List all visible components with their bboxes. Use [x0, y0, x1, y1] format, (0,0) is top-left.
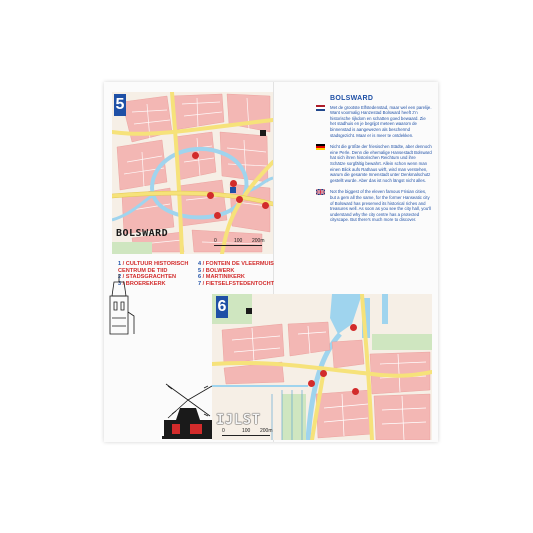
legend-item[interactable]: 1 / CULTUUR HISTORISCH CENTRUM DE TIID [118, 261, 189, 274]
map-title-ijlst: IJLST [216, 412, 261, 428]
poi-marker-3[interactable] [236, 196, 243, 203]
paragraph-dutch: Met de grootste Elfstedenstad, maar wel een parelije. Want voormalig Hanzestad Bolsward heeft z'n historische rijkdom en schatten goed bewaard. Zie het stadhuis en je begrijpt meteen waarom de binnenstad is aangewezen als beschermd stadsgezicht. Maar er is meer te ontdekken. [330, 105, 432, 139]
uk-flag-icon [316, 189, 325, 195]
map-number-5: 5 [114, 94, 126, 116]
map-number-6: 6 [216, 296, 228, 318]
windmill-illustration [158, 380, 218, 442]
poi-marker-4[interactable] [207, 192, 214, 199]
panel-title: BOLSWARD [330, 95, 374, 102]
legend-item[interactable]: 3 / BROEREKERK [118, 280, 166, 287]
scale-mid: 100 [234, 238, 243, 244]
poi-marker-6[interactable] [214, 212, 221, 219]
scale-zero: 0 [222, 428, 225, 434]
church-icon [260, 130, 266, 136]
scale-mid: 100 [242, 428, 251, 434]
legend-item[interactable]: 5 / BOLWERK [198, 267, 235, 274]
church-tower-illustration [102, 272, 136, 336]
scale-end: 200m [260, 428, 273, 434]
poi-marker-ijlst-2[interactable] [350, 324, 357, 331]
legend-item[interactable]: 4 / FONTEIN DE VLEERMUIS [198, 261, 274, 267]
scale-bar-ijlst [222, 428, 272, 438]
scale-zero: 0 [214, 238, 217, 244]
bolsward-description-panel [330, 96, 432, 229]
poi-marker-1[interactable] [192, 152, 199, 159]
legend-item[interactable]: 2 / STADSGRACHTEN [118, 274, 177, 281]
paragraph-german: Nicht die größte der friesischen Städte, aber dennoch eine Perle. Denn die ehemalige Hansestadt Bolsward hat sich ihren historischen Reichtum und ihre Schätze sorgfältig bewahrt. Allein schon wenn man einen Blick aufs Rathaus wirft, wird man verstehen, warum die gesamte Innenstadt unter Denkmalschutz gestellt wurde. Aber das ist noch längst nicht alles. [330, 144, 432, 183]
dutch-flag-icon [316, 105, 325, 111]
poi-marker-ijlst-3[interactable] [352, 388, 359, 395]
map-title-bolsward: BOLSWARD [116, 228, 169, 239]
legend-item[interactable]: 6 / MARTINIKERK [198, 274, 245, 281]
poi-marker-5[interactable] [262, 202, 269, 209]
scale-bar-bolsward [214, 238, 264, 248]
legend-item[interactable]: 7 / FIETSELFSTEDENTOCHT [198, 280, 275, 287]
german-flag-icon [316, 144, 325, 150]
poi-marker-ijlst-4[interactable] [308, 380, 315, 387]
scale-end: 200m [252, 238, 265, 244]
windmill-icon [246, 308, 252, 314]
paragraph-english: Not the biggest of the eleven famous Frisian cities, but a gem all the same, for the former Hanseatic city of Bolsward has preserved its historical riches and treasures well. As soon as you see the city hall, you'll understand why the city centre has a protected cityscape. But there's much more to discover. [330, 189, 432, 223]
poi-marker-ijlst-1[interactable] [320, 370, 327, 377]
parking-icon [230, 187, 236, 193]
poi-marker-2[interactable] [230, 180, 237, 187]
legend-column-right [198, 261, 276, 287]
